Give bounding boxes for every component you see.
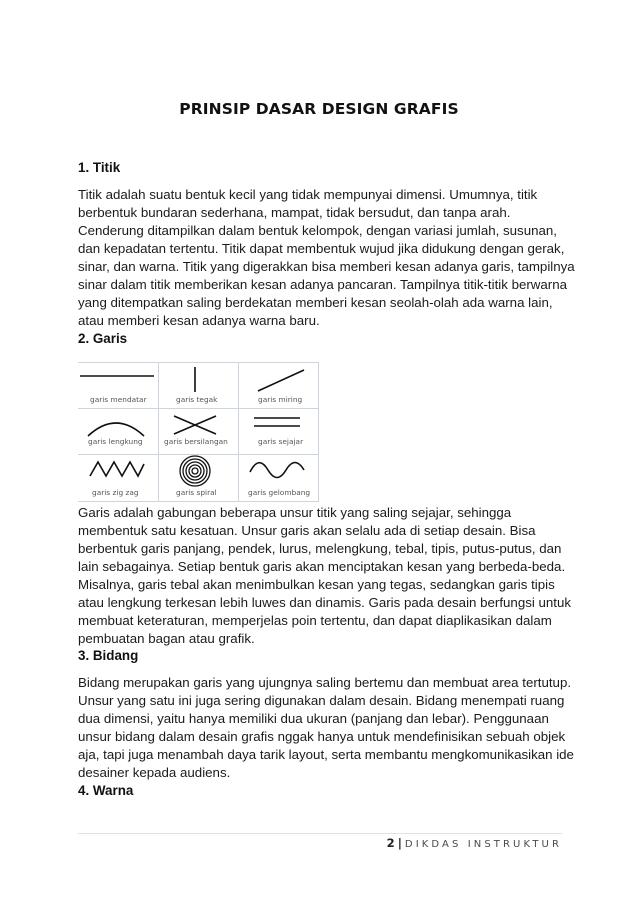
- crossing-lines-icon: [158, 408, 238, 454]
- section-heading-warna: 4. Warna: [78, 783, 134, 798]
- cell-garis-gelombang: [238, 454, 318, 502]
- cell-garis-tegak: [158, 362, 238, 408]
- section-paragraph-bidang: Bidang merupakan garis yang ujungnya saling bertemu dan membuat area tertutup. Unsur yang satu ini juga sering digunakan dalam desain. Bidang menempati ruang dua dimensi, yaitu hanya memiliki dua ukuran (panjang dan lebar). Penggunaan unsur bidang dalam desain grafis nggak hanya untuk mendefinisikan sebuah objek aja, tapi juga menambah daya tarik layout, serta membantu mengkomunikasikan ide desainer kepada audiens.: [78, 675, 574, 780]
- page-number: 2: [386, 836, 395, 850]
- caption-garis-tegak: garis tegak: [176, 395, 218, 404]
- footer-separator: |: [397, 836, 402, 850]
- caption-garis-lengkung: garis lengkung: [88, 437, 143, 446]
- page-footer: [387, 836, 562, 850]
- cell-garis-sejajar: [238, 408, 318, 454]
- cell-garis-lengkung: [78, 408, 158, 454]
- caption-garis-sejajar: garis sejajar: [258, 437, 304, 446]
- footer-divider: [78, 833, 562, 834]
- line-types-figure: [78, 362, 321, 502]
- page-title: PRINSIP DASAR DESIGN GRAFIS: [179, 100, 459, 118]
- footer-department: DIKDAS INSTRUKTUR: [404, 839, 562, 850]
- section-heading-garis: 2. Garis: [78, 331, 128, 346]
- caption-garis-spiral: garis spiral: [176, 488, 217, 497]
- section-heading-bidang: 3. Bidang: [78, 648, 139, 663]
- caption-garis-miring: garis miring: [258, 395, 303, 404]
- section-heading-titik: 1. Titik: [78, 160, 121, 175]
- caption-garis-mendatar: garis mendatar: [90, 395, 147, 404]
- cell-garis-spiral: [158, 454, 238, 502]
- cell-garis-miring: [238, 362, 318, 408]
- caption-garis-zig-zag: garis zig zag: [92, 488, 139, 497]
- caption-garis-bersilangan: garis bersilangan: [164, 437, 228, 446]
- section-paragraph-garis: Garis adalah gabungan beberapa unsur titik yang saling sejajar, sehingga membentuk satu kesatuan. Unsur garis akan selalu ada di setiap desain. Bisa berbentuk garis panjang, pendek, lurus, melengkung, tebal, tipis, putus-putus, dan lain sebagainya. Setiap bentuk garis akan menciptakan kesan yang berbeda-beda. Misalnya, garis tebal akan menimbulkan kesan yang tegas, sedangkan garis tipis atau lengkung terkesan lebih luwes dan dinamis. Garis pada desain berfungsi untuk membuat keteraturan, memperjelas poin tertentu, dan dapat diaplikasikan dalam pembuatan bagan atau grafik.: [78, 505, 572, 646]
- cell-garis-zig-zag: [78, 454, 158, 502]
- caption-garis-gelombang: garis gelombang: [248, 488, 311, 497]
- cell-garis-bersilangan: [158, 408, 238, 454]
- section-paragraph-titik: Titik adalah suatu bentuk kecil yang tidak mempunyai dimensi. Umumnya, titik berbentuk bundaran sederhana, mampat, tidak bersudut, dan tanpa arah. Cenderung ditampilkan dalam bentuk kelompok, dengan variasi jumlah, susunan, dan kepadatan tertentu. Titik dapat membentuk wujud jika didukung dengan gerak, sinar, dan warna. Titik yang digerakkan bisa memberi kesan adanya garis, tampilnya sinar dalam titik memberikan kesan adanya pancaran. Tampilnya titik-titik berwarna yang ditempatkan saling berdekatan memberi kesan seolah-olah ada warna lain, atau memberi kesan adanya warna baru.: [78, 187, 575, 328]
- cell-garis-mendatar: [78, 362, 158, 408]
- parallel-lines-icon: [238, 408, 318, 454]
- curved-line-icon: [78, 408, 158, 454]
